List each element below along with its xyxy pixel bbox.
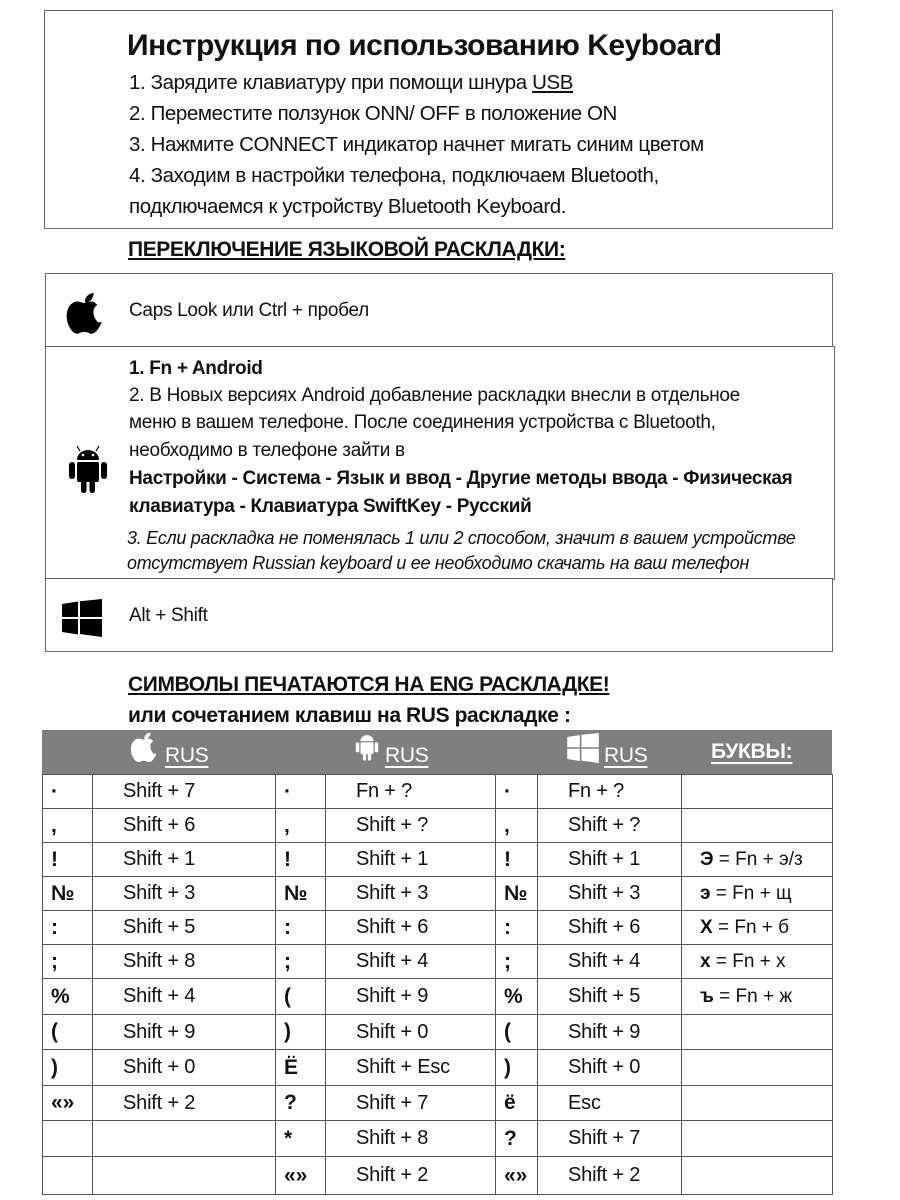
letter-shortcut-cell xyxy=(682,1015,833,1050)
apple-icon xyxy=(66,291,106,340)
apple-shortcut-cell: Shift + 6 xyxy=(93,809,276,843)
windows-symbol-cell: , xyxy=(496,809,538,843)
android-symbol-cell: : xyxy=(276,911,326,945)
android-layout-box xyxy=(45,346,835,580)
windows-shortcut-cell: Shift + 5 xyxy=(538,979,682,1015)
apple-shortcut-cell: Shift + 1 xyxy=(93,843,276,877)
android-symbol-cell: ; xyxy=(276,945,326,979)
windows-shortcut-cell: Shift + 2 xyxy=(538,1157,682,1195)
apple-symbol-cell: № xyxy=(43,877,93,911)
letter-char: Э xyxy=(700,848,714,870)
android-icon xyxy=(354,731,380,768)
windows-symbol-cell: «» xyxy=(496,1157,538,1195)
apple-icon xyxy=(130,731,160,768)
apple-shortcut-cell: Shift + 3 xyxy=(93,877,276,911)
header-apple-rus xyxy=(130,738,208,768)
windows-shortcut-cell: Esc xyxy=(538,1086,682,1121)
table-row xyxy=(43,877,833,911)
instruction-step-3: 3. Нажмите CONNECT индикатор начнет мигать синим цветом xyxy=(129,133,704,156)
windows-symbol-cell: ? xyxy=(496,1121,538,1157)
apple-shortcut-cell: Shift + 9 xyxy=(93,1015,276,1050)
android-symbol-cell: Ё xyxy=(276,1050,326,1086)
letter-combo: = Fn + х xyxy=(710,950,786,972)
table-row xyxy=(43,1121,833,1157)
instruction-step-4: 4. Заходим в настройки телефона, подключаем Bluetooth, xyxy=(129,164,659,187)
android-symbol-cell: , xyxy=(276,809,326,843)
letter-char: э xyxy=(700,882,711,904)
android-method-2-line-2: меню в вашем телефоне. После соединения устройства с Bluetooth, xyxy=(129,412,716,433)
android-symbol-cell: ) xyxy=(276,1015,326,1050)
letter-shortcut-cell xyxy=(682,911,833,945)
letter-shortcut-cell xyxy=(682,1086,833,1121)
android-symbol-cell: № xyxy=(276,877,326,911)
table-row xyxy=(43,945,833,979)
windows-icon xyxy=(567,733,599,768)
letter-combo: = Fn + щ xyxy=(710,882,792,904)
table-row xyxy=(43,1086,833,1121)
letter-shortcut-cell xyxy=(682,1157,833,1195)
instruction-step-2: 2. Переместите ползунок ONN/ OFF в положение ON xyxy=(129,102,617,125)
windows-shortcut-cell: Shift + 9 xyxy=(538,1015,682,1050)
android-symbol-cell: ( xyxy=(276,979,326,1015)
apple-symbol-cell: ( xyxy=(43,1015,93,1050)
windows-shortcut-cell: Shift + 1 xyxy=(538,843,682,877)
windows-shortcut-cell: Shift + ? xyxy=(538,809,682,843)
apple-symbol-cell: «» xyxy=(43,1086,93,1121)
letter-combo: = Fn + ж xyxy=(713,985,793,1007)
windows-shortcut-cell: Shift + 6 xyxy=(538,911,682,945)
android-shortcut-cell: Shift + Esc xyxy=(326,1050,496,1086)
letter-char: Х xyxy=(700,916,713,938)
instruction-step-1 xyxy=(129,71,573,95)
apple-symbol-cell: % xyxy=(43,979,93,1015)
table-row xyxy=(43,1050,833,1086)
instruction-step-1-text: 1. Зарядите клавиатуру при помощи шнура xyxy=(129,71,533,94)
header-windows-label: RUS xyxy=(604,744,648,767)
android-shortcut-cell: Shift + 9 xyxy=(326,979,496,1015)
letter-shortcut-cell xyxy=(682,979,833,1015)
android-method-2-line-3: необходимо в телефоне зайти в xyxy=(129,440,405,461)
android-shortcut-cell: Shift + 4 xyxy=(326,945,496,979)
windows-layout-box xyxy=(45,578,833,652)
symbols-table xyxy=(42,774,833,1195)
letter-shortcut-cell xyxy=(682,843,833,877)
windows-symbol-cell: : xyxy=(496,911,538,945)
apple-layout-text: Caps Look или Ctrl + пробел xyxy=(129,300,369,321)
windows-symbol-cell: ) xyxy=(496,1050,538,1086)
layout-switch-heading: ПЕРЕКЛЮЧЕНИЕ ЯЗЫКОВОЙ РАСКЛАДКИ: xyxy=(128,238,566,261)
windows-icon xyxy=(62,599,102,642)
apple-symbol-cell: ; xyxy=(43,945,93,979)
apple-symbol-cell: ) xyxy=(43,1050,93,1086)
windows-shortcut-cell: Shift + 0 xyxy=(538,1050,682,1086)
apple-symbol-cell: · xyxy=(43,775,93,809)
android-shortcut-cell: Shift + 0 xyxy=(326,1015,496,1050)
apple-symbol-cell: ! xyxy=(43,843,93,877)
apple-shortcut-cell: Shift + 4 xyxy=(93,979,276,1015)
windows-shortcut-cell: Fn + ? xyxy=(538,775,682,809)
apple-layout-box xyxy=(45,273,833,347)
apple-symbol-cell xyxy=(43,1157,93,1195)
android-settings-path-1: Настройки - Система - Язык и ввод - Другие методы ввода - Физическая xyxy=(129,468,793,489)
android-shortcut-cell: Shift + 8 xyxy=(326,1121,496,1157)
instructions-box xyxy=(44,10,833,229)
symbols-table-header xyxy=(42,730,832,774)
windows-layout-text: Alt + Shift xyxy=(129,605,208,626)
android-shortcut-cell: Shift + 6 xyxy=(326,911,496,945)
letter-combo: = Fn + э/з xyxy=(713,848,803,870)
windows-symbol-cell: · xyxy=(496,775,538,809)
android-shortcut-cell: Shift + 2 xyxy=(326,1157,496,1195)
android-symbol-cell: ? xyxy=(276,1086,326,1121)
windows-symbol-cell: ( xyxy=(496,1015,538,1050)
table-row xyxy=(43,843,833,877)
usb-underlined: USB xyxy=(532,71,574,94)
android-symbol-cell: «» xyxy=(276,1157,326,1195)
windows-shortcut-cell: Shift + 4 xyxy=(538,945,682,979)
header-windows-rus xyxy=(567,738,647,768)
letter-shortcut-cell xyxy=(682,945,833,979)
apple-symbol-cell: : xyxy=(43,911,93,945)
letter-shortcut-cell xyxy=(682,1050,833,1086)
instruction-step-4-cont: подключаемся к устройству Bluetooth Keyboard. xyxy=(129,195,567,218)
windows-symbol-cell: ; xyxy=(496,945,538,979)
windows-shortcut-cell: Shift + 3 xyxy=(538,877,682,911)
android-settings-path-2: клавиатура - Клавиатура SwiftKey - Русский xyxy=(129,496,532,517)
table-row xyxy=(43,911,833,945)
table-row xyxy=(43,775,833,809)
header-apple-label: RUS xyxy=(165,744,209,767)
table-row xyxy=(43,1015,833,1050)
header-android-rus xyxy=(354,738,428,768)
letter-combo: = Fn + б xyxy=(712,916,790,938)
windows-symbol-cell: ё xyxy=(496,1086,538,1121)
letter-shortcut-cell xyxy=(682,1121,833,1157)
header-letters-label: БУКВЫ: xyxy=(711,740,793,763)
instructions-title: Инструкция по использованию Keyboard xyxy=(127,29,722,62)
windows-symbol-cell: % xyxy=(496,979,538,1015)
apple-shortcut-cell xyxy=(93,1121,276,1157)
symbols-heading: СИМВОЛЫ ПЕЧАТАЮТСЯ НА ENG РАСКЛАДКЕ! xyxy=(128,673,610,696)
table-row xyxy=(43,809,833,843)
android-method-1: 1. Fn + Android xyxy=(129,358,263,379)
letter-shortcut-cell xyxy=(682,877,833,911)
apple-shortcut-cell: Shift + 5 xyxy=(93,911,276,945)
android-symbol-cell: · xyxy=(276,775,326,809)
table-row xyxy=(43,1157,833,1195)
apple-shortcut-cell: Shift + 8 xyxy=(93,945,276,979)
android-icon xyxy=(66,445,110,500)
header-letters xyxy=(711,734,792,764)
android-shortcut-cell: Shift + ? xyxy=(326,809,496,843)
apple-shortcut-cell: Shift + 0 xyxy=(93,1050,276,1086)
apple-symbol-cell xyxy=(43,1121,93,1157)
apple-shortcut-cell: Shift + 7 xyxy=(93,775,276,809)
android-shortcut-cell: Fn + ? xyxy=(326,775,496,809)
android-method-2-line-1: 2. В Новых версиях Android добавление раскладки внесли в отдельное xyxy=(129,385,740,406)
letter-char: х xyxy=(700,950,711,972)
android-shortcut-cell: Shift + 7 xyxy=(326,1086,496,1121)
android-shortcut-cell: Shift + 3 xyxy=(326,877,496,911)
apple-symbol-cell: , xyxy=(43,809,93,843)
android-shortcut-cell: Shift + 1 xyxy=(326,843,496,877)
symbols-subheading: или сочетанием клавиш на RUS раскладке : xyxy=(128,704,571,727)
apple-shortcut-cell xyxy=(93,1157,276,1195)
header-android-label: RUS xyxy=(385,744,429,767)
windows-symbol-cell: № xyxy=(496,877,538,911)
apple-shortcut-cell: Shift + 2 xyxy=(93,1086,276,1121)
windows-shortcut-cell: Shift + 7 xyxy=(538,1121,682,1157)
windows-symbol-cell: ! xyxy=(496,843,538,877)
letter-shortcut-cell xyxy=(682,775,833,809)
letter-shortcut-cell xyxy=(682,809,833,843)
table-row xyxy=(43,979,833,1015)
android-note-line-2: отсутствует Russian keyboard и ее необходимо скачать на ваш телефон xyxy=(127,553,750,573)
android-symbol-cell: * xyxy=(276,1121,326,1157)
android-symbol-cell: ! xyxy=(276,843,326,877)
letter-char: ъ xyxy=(700,985,714,1007)
android-note-line-1: 3. Если раскладка не поменялась 1 или 2 способом, значит в вашем устройстве xyxy=(127,528,796,548)
